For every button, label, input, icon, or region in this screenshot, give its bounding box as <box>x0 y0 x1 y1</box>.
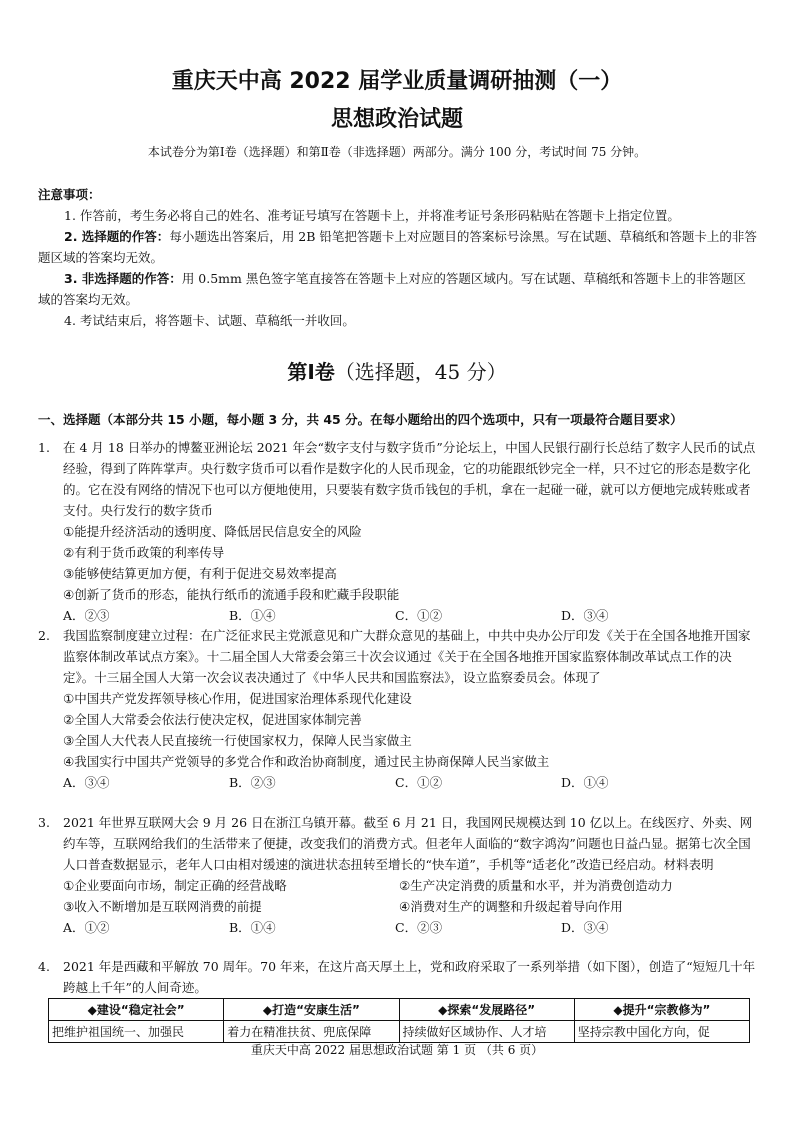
question-3 <box>38 812 760 938</box>
answer-options <box>63 605 760 626</box>
answer-b: B．①④ <box>229 608 276 623</box>
answer-c: C．①② <box>395 775 443 790</box>
answer-c: C．②③ <box>395 920 443 935</box>
answer-b: B．②③ <box>229 775 276 790</box>
statement-3: ③能够使结算更加方便，有利于促进交易效率提高 <box>63 566 337 581</box>
notice-item-2-label: 2. 选择题的作答： <box>64 229 170 244</box>
part-heading: 一、选择题（本部分共 15 小题，每小题 3 分，共 45 分。在每小题给出的四个选项中，只有一项最符合题目要求） <box>38 412 683 427</box>
table-header-cell: ◆探索“发展路径” <box>399 999 574 1021</box>
notice-item-1: 1. 作答前，考生务必将自己的姓名、准考证号填写在答题卡上，并将准考证号条形码粘贴在答题卡上指定位置。 <box>64 208 680 223</box>
notice-block <box>38 184 758 331</box>
answer-options <box>63 772 760 793</box>
question-stem: 2021 年世界互联网大会 9 月 26 日在浙江乌镇开幕。截至 6 月 21 日，我国网民规模达到 10 亿以上。在线医疗、外卖、网约车等，互联网给我们的生活带来了便捷，改变我们的消费方式。但老年人面临的“数字鸿沟”问题也日益凸显。据第七次全国人口普查数据显示，老年人口由相对缓速的演进状态扭转至增长的“快车道”，手机等“适老化”改造已经启动。材料表明 <box>63 815 753 872</box>
question-number: 3. <box>38 815 50 830</box>
tibet-measures-table <box>48 998 750 1043</box>
statement-2: ②有利于货币政策的利率传导 <box>63 545 225 560</box>
section-title <box>0 356 794 385</box>
question-stem: 我国监察制度建立过程：在广泛征求民主党派意见和广大群众意见的基础上，中共中央办公厅印发《关于在全国各地推开国家监察体制改革试点方案》。十二届全国人大常委会第三十次会议通过《关于在全国各地推开国家监察体制改革试点工作的决定》。十三届全国人大第一次会议表决通过了《中华人民共和国监察法》，设立监察委员会。体现了 <box>63 628 751 685</box>
exam-title: 重庆天中高 2022 届学业质量调研抽测（一） <box>171 69 623 94</box>
notice-item-3-label: 3. 非选择题的作答： <box>64 271 182 286</box>
table-header-cell: ◆提升“宗教修为” <box>574 999 749 1021</box>
answer-d: D．③④ <box>561 608 609 623</box>
question-4 <box>38 956 760 998</box>
notice-item-2-text: 每小题选出答案后，用 2B 铅笔把答题卡上对应题目的答案标号涂黑。写在试题、草稿纸和答题卡上的非答题区域的答案均无效。 <box>38 229 757 265</box>
table-row <box>49 1021 750 1043</box>
question-stem: 2021 年是西藏和平解放 70 周年。70 年来，在这片高天厚土上，党和政府采取了一系列举措（如下图），创造了“短短几十年跨越上千年”的人间奇迹。 <box>63 959 756 995</box>
answer-d: D．③④ <box>561 920 609 935</box>
exam-subject: 思想政治试题 <box>330 107 463 132</box>
answer-c: C．①② <box>395 608 443 623</box>
exam-intro: 本试卷分为第Ⅰ卷（选择题）和第Ⅱ卷（非选择题）两部分。满分 100 分，考试时间 75 分钟。 <box>147 145 647 159</box>
question-number: 4. <box>38 959 50 974</box>
table-cell: 把维护祖国统一、加强民 <box>49 1021 224 1043</box>
statement-4: ④我国实行中国共产党领导的多党合作和政治协商制度，通过民主协商保障人民当家做主 <box>63 754 550 769</box>
answer-b: B．①④ <box>229 920 276 935</box>
table-header-row <box>49 999 750 1021</box>
statement-1: ①企业要面向市场，制定正确的经营战略 <box>63 878 287 893</box>
question-1 <box>38 437 760 626</box>
answer-a: A．②③ <box>63 608 110 623</box>
table-cell: 着力在精准扶贫、兜底保障 <box>224 1021 399 1043</box>
notice-item-3-text: 用 0.5mm 黑色签字笔直接答在答题卡上对应的答题区域内。写在试题、草稿纸和答题卡上的非答题区域的答案均无效。 <box>38 271 746 307</box>
table-header-cell: ◆打造“安康生活” <box>224 999 399 1021</box>
notice-item-4: 4. 考试结束后，将答题卡、试题、草稿纸一并收回。 <box>64 313 355 328</box>
answer-options <box>63 917 760 938</box>
notice-heading: 注意事项： <box>38 187 101 202</box>
section-title-rest: （选择题，45 分） <box>334 360 507 384</box>
table-cell: 坚持宗教中国化方向，促 <box>574 1021 749 1043</box>
statement-row-2 <box>63 896 760 917</box>
notice-item-3 <box>38 268 758 310</box>
statement-3: ③收入不断增加是互联网消费的前提 <box>63 899 262 914</box>
page-footer: 重庆天中高 2022 届思想政治试题 第 1 页 （共 6 页） <box>250 1043 544 1057</box>
statement-2: ②生产决定消费的质量和水平，并为消费创造动力 <box>399 878 673 893</box>
answer-a: A．①② <box>63 920 110 935</box>
question-number: 2. <box>38 628 50 643</box>
statement-row-1 <box>63 875 760 896</box>
statement-4: ④创新了货币的形态，能执行纸币的流通手段和贮藏手段职能 <box>63 587 400 602</box>
statement-4: ④消费对生产的调整和升级起着导向作用 <box>399 899 623 914</box>
notice-item-2 <box>38 226 758 268</box>
question-stem: 在 4 月 18 日举办的博鳌亚洲论坛 2021 年会“数字支付与数字货币”分论坛上，中国人民银行副行长总结了数字人民币的试点经验，得到了阵阵掌声。央行数字货币可以看作是数字化的人民币现金，它的功能跟纸钞完全一样，只不过它的形态是数字化的。它在没有网络的情况下也可以方便地使用，只要装有数字货币钱包的手机，拿在一起碰一碰，就可以方便地完成转账或者支付。央行发行的数字货币 <box>63 440 756 518</box>
answer-d: D．①④ <box>561 775 609 790</box>
statement-3: ③全国人大代表人民直接统一行使国家权力，保障人民当家做主 <box>63 733 412 748</box>
statement-1: ①能提升经济活动的透明度、降低居民信息安全的风险 <box>63 524 362 539</box>
question-2 <box>38 625 760 793</box>
statement-2: ②全国人大常委会依法行使决定权，促进国家体制完善 <box>63 712 362 727</box>
answer-a: A．③④ <box>63 775 110 790</box>
section-title-bold: 第Ⅰ卷 <box>287 360 335 384</box>
statement-1: ①中国共产党发挥领导核心作用，促进国家治理体系现代化建设 <box>63 691 412 706</box>
question-number: 1. <box>38 440 50 455</box>
table-cell: 持续做好区域协作、人才培 <box>399 1021 574 1043</box>
table-header-cell: ◆建设“稳定社会” <box>49 999 224 1021</box>
